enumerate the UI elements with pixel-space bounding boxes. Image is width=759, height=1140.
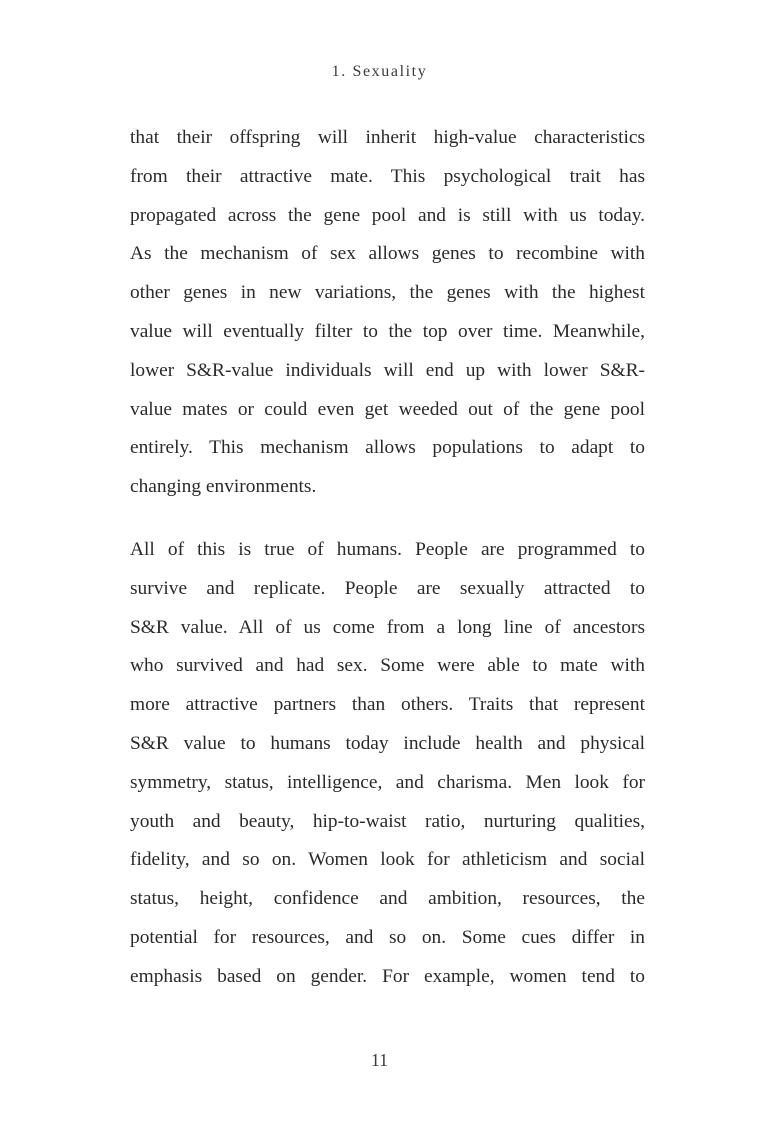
text-line: S&R value. All of us come from a long line of ancestors [130,616,645,638]
text-line: S&R value to humans today include health and physical [130,732,645,754]
text-line: other genes in new variations, the genes with the highest [130,282,645,304]
text-line: As the mechanism of sex allows genes to recombine with [130,243,645,265]
text-line: value mates or could even get weeded out of the gene pool [130,398,645,420]
text-line: that their offspring will inherit high-value characteristics [130,127,645,148]
text-line: survive and replicate. People are sexually attracted to [130,577,645,599]
text-line: value will eventually filter to the top over time. Meanwhile, [130,320,645,342]
paragraph-gap [130,507,645,531]
text-line: All of this is true of humans. People are programmed to [130,538,645,560]
body-text [130,119,645,997]
text-line: propagated across the gene pool and is still with us today. [130,204,645,226]
text-line: potential for resources, and so on. Some cues differ in [130,926,645,948]
text-line: changing environments. [130,476,317,498]
paragraph-1 [130,119,645,507]
text-line: symmetry, status, intelligence, and charisma. Men look for [130,771,645,793]
text-line: who survived and had sex. Some were able to mate with [130,655,645,677]
text-line: youth and beauty, hip-to-waist ratio, nurturing qualities, [130,810,645,832]
page-number: 11 [370,1050,389,1070]
text-line: fidelity, and so on. Women look for athleticism and social [130,849,645,871]
text-line: more attractive partners than others. Traits that represent [130,694,645,716]
running-header: 1. Sexuality [331,63,428,80]
text-line: from their attractive mate. This psychological trait has [130,165,645,187]
text-line: emphasis based on gender. For example, women tend to [130,965,645,987]
text-line: status, height, confidence and ambition, resources, the [130,888,645,910]
text-line: entirely. This mechanism allows populations to adapt to [130,437,645,459]
paragraph-2 [130,531,645,997]
text-line: lower S&R-value individuals will end up with lower S&R- [130,359,645,381]
